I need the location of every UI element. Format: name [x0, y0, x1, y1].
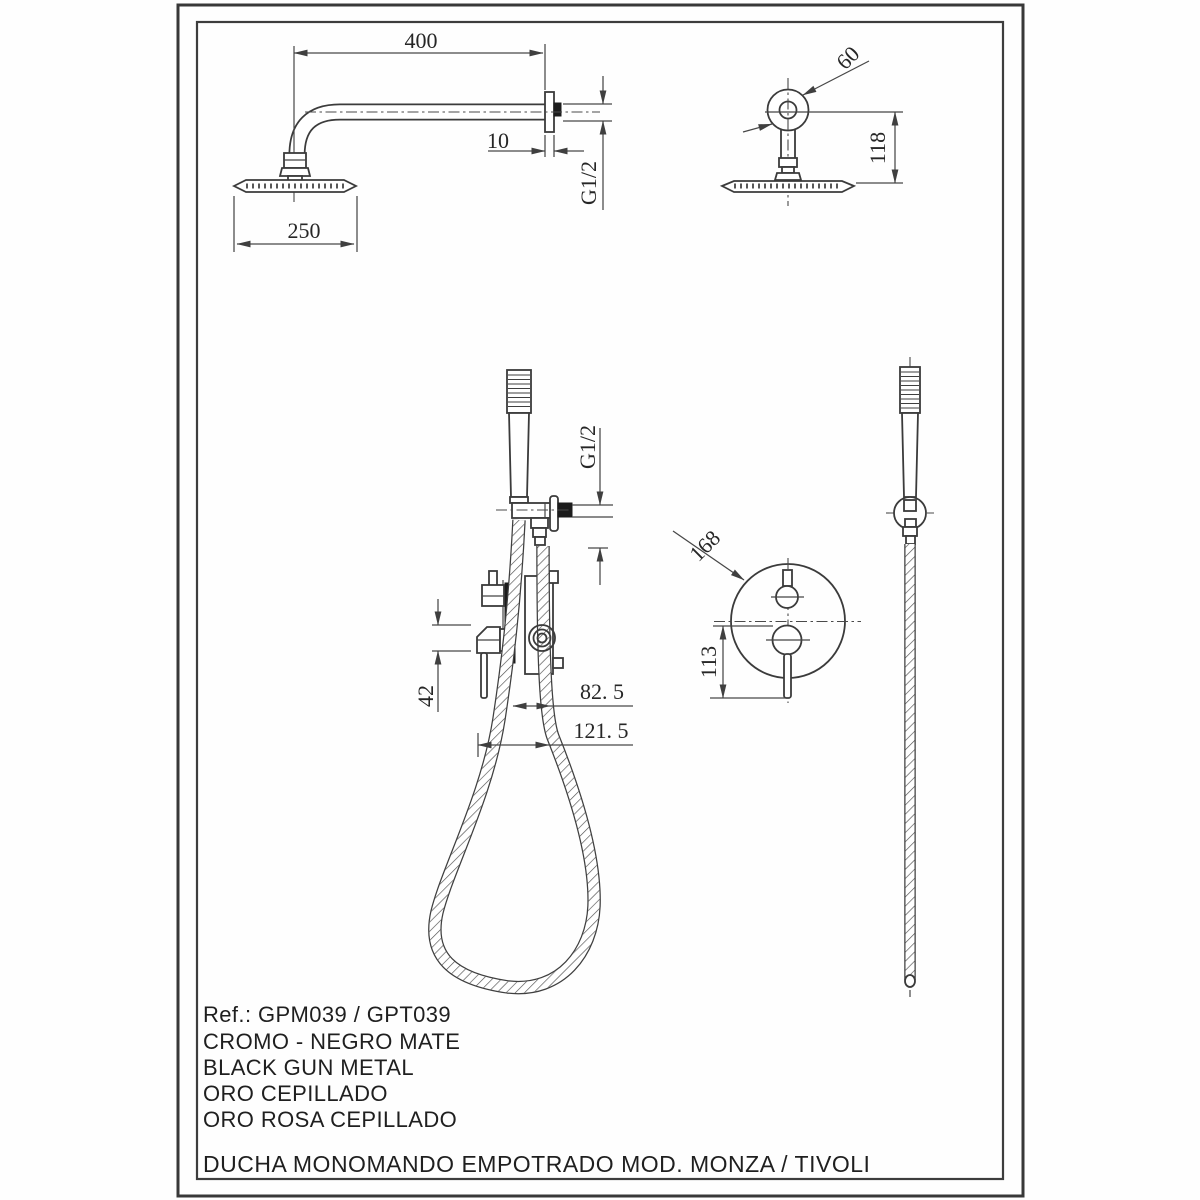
finish-option-1: CROMO - NEGRO MATE	[203, 1029, 461, 1054]
reference-number: Ref.: GPM039 / GPT039	[203, 1002, 452, 1027]
finish-option-2: BLACK GUN METAL	[203, 1055, 414, 1080]
dim-flange-diameter: 60	[831, 41, 865, 75]
title-block	[203, 1002, 870, 1177]
view-shower-arm-front	[722, 41, 903, 206]
view-shower-arm-side	[234, 28, 612, 252]
finish-option-4: ORO ROSA CEPILLADO	[203, 1107, 458, 1132]
dim-head-drop: 118	[865, 131, 890, 165]
dim-head-diameter: 250	[287, 218, 321, 243]
view-handshower-front	[886, 357, 934, 997]
dim-outlet-thread: G1/2	[575, 425, 600, 469]
dim-plate-lever-height: 113	[696, 645, 721, 679]
dim-plate-diameter: 168	[684, 525, 726, 567]
dim-arm-length: 400	[404, 28, 438, 53]
dim-arm-thread: G1/2	[576, 161, 601, 205]
dim-handle-height: 42	[413, 685, 438, 707]
view-mixer-front	[673, 525, 861, 703]
dim-hose-offset: 82. 5	[580, 679, 624, 704]
finish-option-3: ORO CEPILLADO	[203, 1081, 388, 1106]
view-handshower-mixer-side	[413, 370, 633, 988]
dim-lever-offset: 121. 5	[573, 718, 629, 743]
dim-flange-thickness: 10	[487, 128, 509, 153]
drawing-title: DUCHA MONOMANDO EMPOTRADO MOD. MONZA / TIVOLI	[203, 1151, 871, 1177]
